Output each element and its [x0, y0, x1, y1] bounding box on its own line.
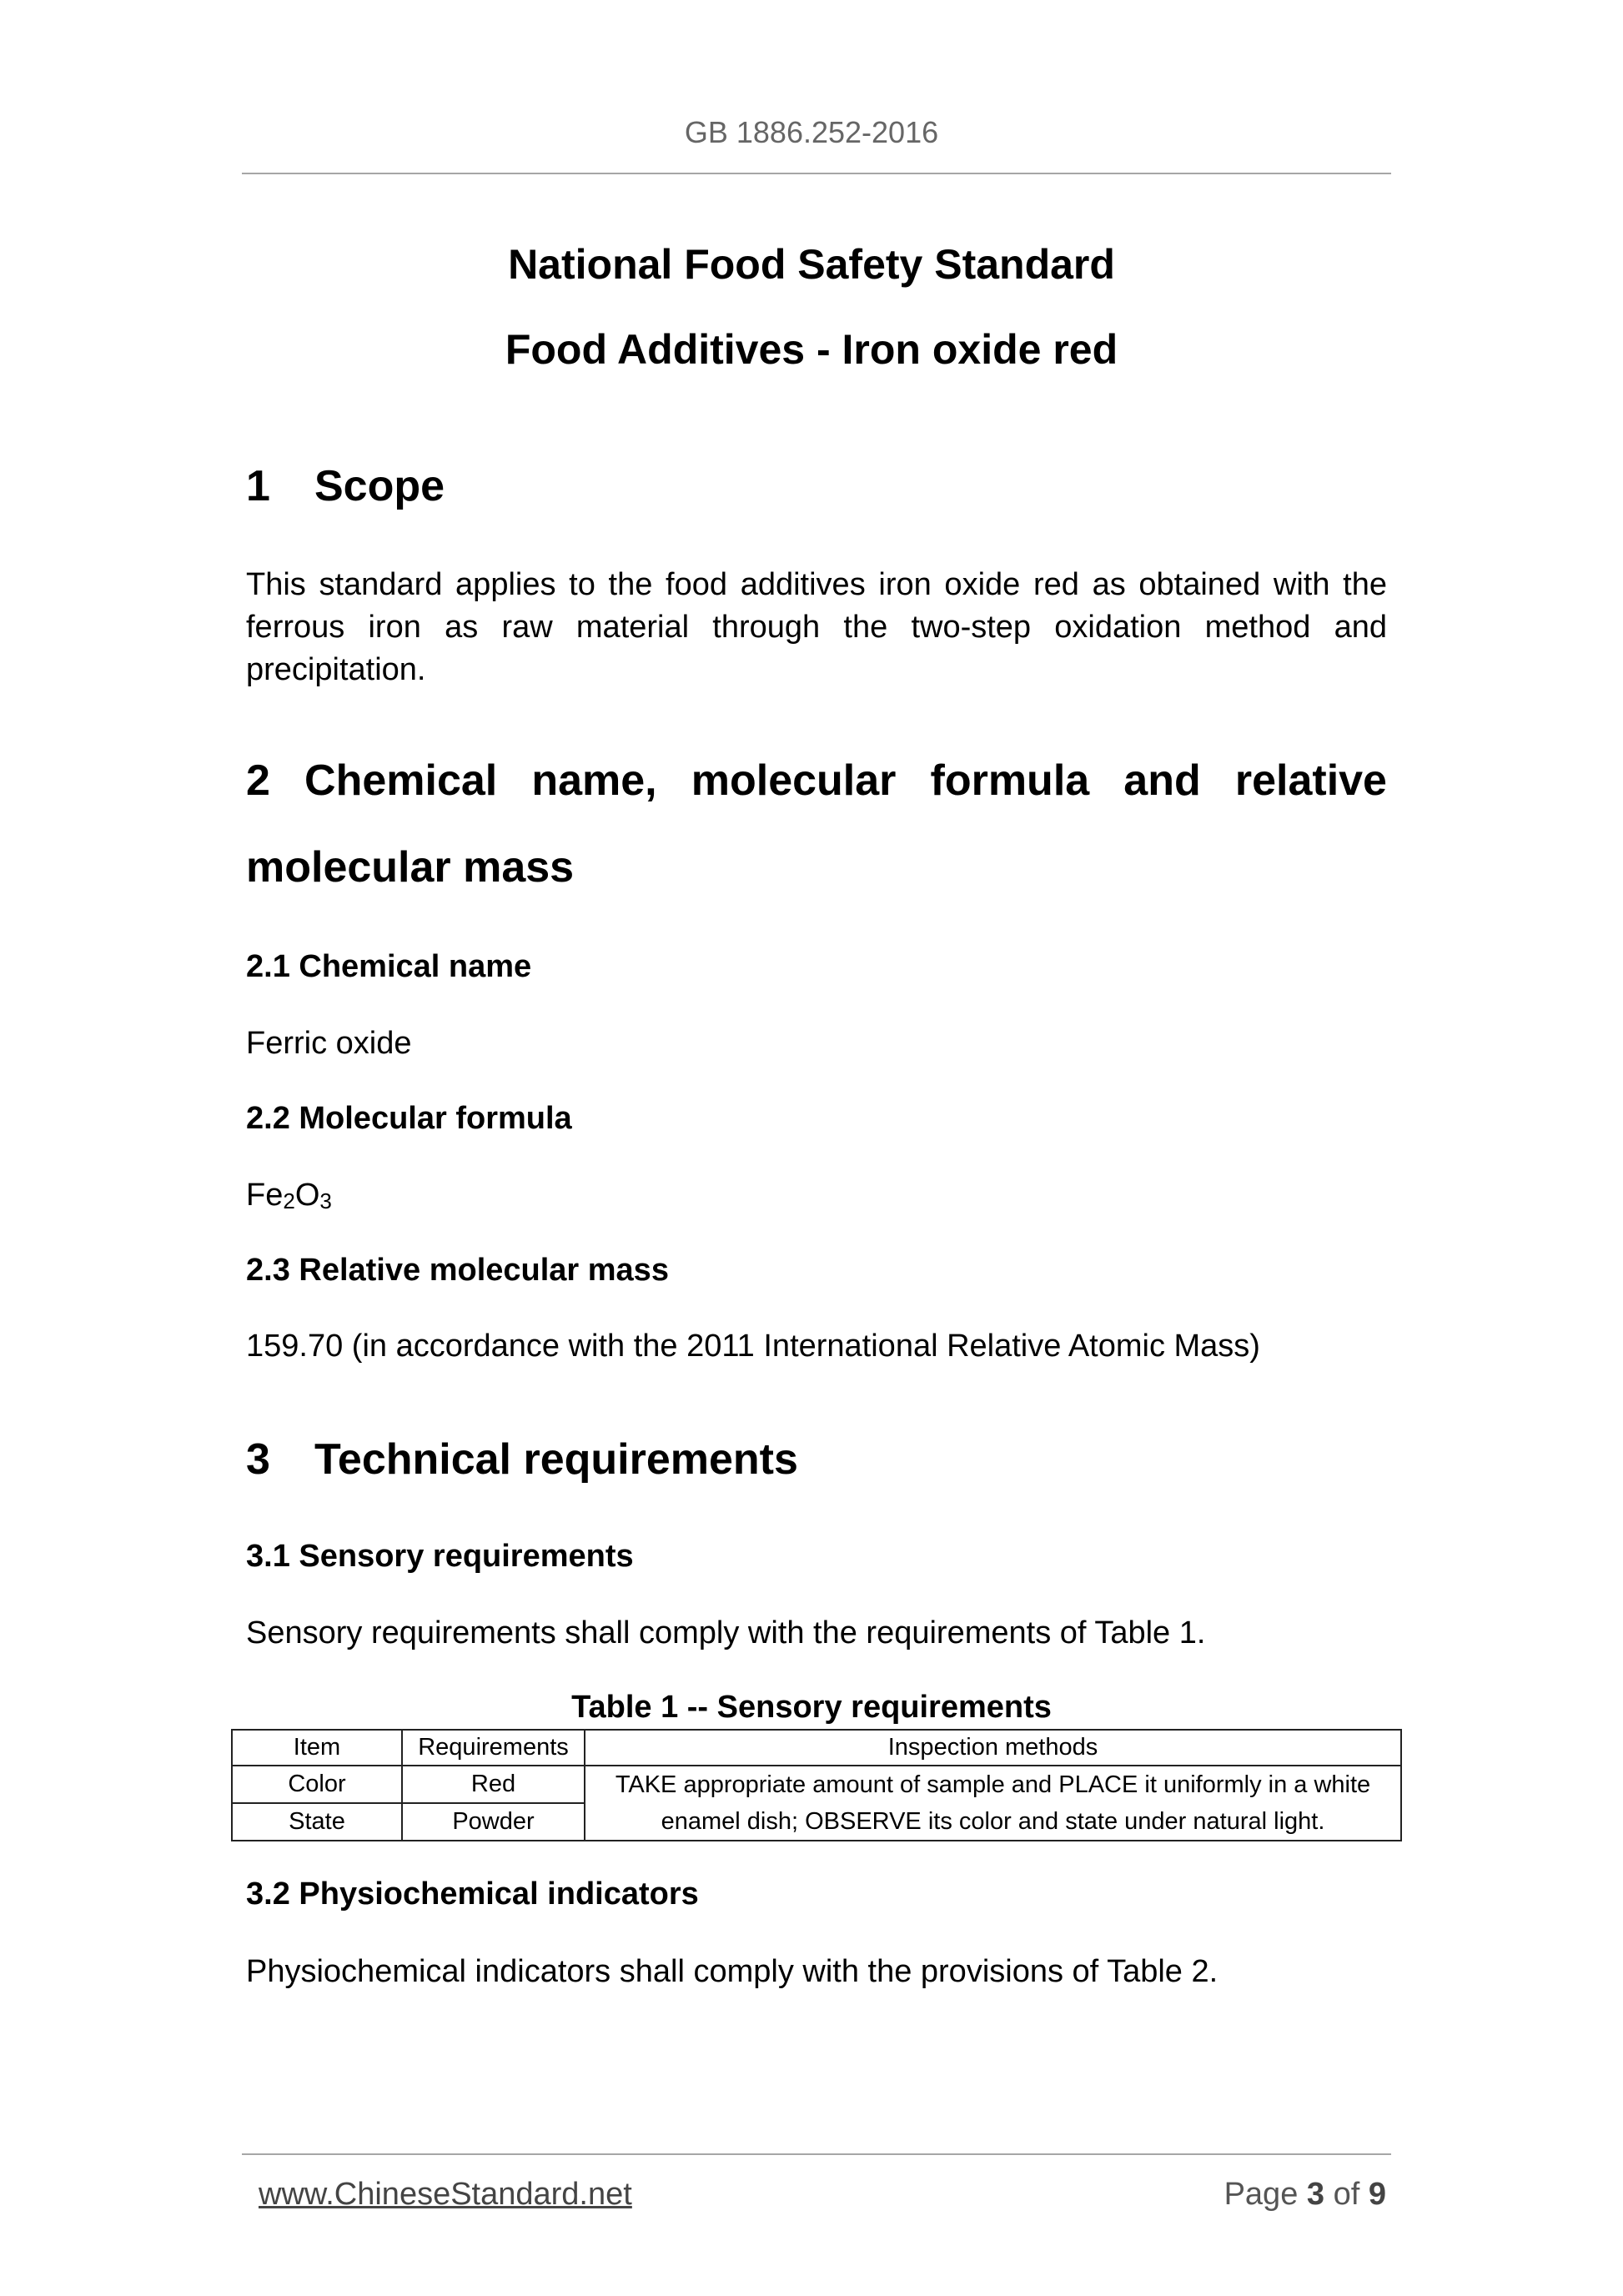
- table-header-row: [232, 1730, 1401, 1766]
- website-link[interactable]: www.ChineseStandard.net: [259, 2177, 632, 2212]
- subsection-3-1-heading: 3.1 Sensory requirements: [246, 1539, 634, 1574]
- section-number: 3: [246, 1435, 270, 1484]
- section-number: 1: [246, 462, 270, 510]
- section-title: Chemical name, molecular formula and relative: [304, 756, 1387, 805]
- subsection-3-2-heading: 3.2 Physiochemical indicators: [246, 1876, 699, 1912]
- section-title: Technical requirements: [314, 1435, 798, 1484]
- total-pages: 9: [1368, 2177, 1386, 2212]
- page-indicator: Page 3 of 9: [1224, 2177, 1386, 2212]
- inspection-method-cell: TAKE appropriate amount of sample and PLACE it uniformly in a white enamel dish; OBSERVE its color and state under natural light.: [585, 1766, 1401, 1841]
- scope-paragraph: This standard applies to the food additives iron oxide red as obtained with the ferrous iron as raw material through the two-step oxidation method and precipitation.: [246, 567, 1387, 687]
- page-subtitle: Food Additives - Iron oxide red: [505, 326, 1118, 373]
- table-1-caption: Table 1 -- Sensory requirements: [571, 1690, 1052, 1725]
- item-cell: State: [232, 1803, 402, 1841]
- item-cell: Color: [232, 1766, 402, 1803]
- column-header-requirements: Requirements: [402, 1730, 585, 1766]
- subsection-2-2-heading: 2.2 Molecular formula: [246, 1101, 572, 1136]
- section-2-heading-continued: molecular mass: [246, 843, 575, 892]
- header-divider: [242, 173, 1391, 174]
- section-title: Scope: [314, 462, 445, 510]
- chemical-name: Ferric oxide: [246, 1026, 412, 1061]
- document-code: GB 1886.252-2016: [684, 115, 939, 149]
- subsection-2-1-heading: 2.1 Chemical name: [246, 949, 532, 984]
- physiochemical-paragraph: Physiochemical indicators shall comply with the provisions of Table 2.: [246, 1954, 1219, 1989]
- section-number: 2: [246, 756, 270, 805]
- table-row: [232, 1766, 1401, 1803]
- column-header-item: Item: [232, 1730, 402, 1766]
- current-page: 3: [1306, 2177, 1325, 2212]
- section-3-heading: [246, 1434, 798, 1485]
- sensory-requirements-table: [231, 1729, 1402, 1841]
- subsection-2-3-heading: 2.3 Relative molecular mass: [246, 1253, 669, 1288]
- molecular-formula: $Fe_2O_3$: [246, 1178, 332, 1213]
- page-title: National Food Safety Standard: [508, 241, 1115, 288]
- requirement-cell: Powder: [402, 1803, 585, 1841]
- section-1-heading: [246, 461, 445, 511]
- requirement-cell: Red: [402, 1766, 585, 1803]
- sensory-paragraph: Sensory requirements shall comply with the requirements of Table 1.: [246, 1615, 1206, 1650]
- footer-divider: [242, 2153, 1391, 2155]
- relative-molecular-mass: 159.70 (in accordance with the 2011 International Relative Atomic Mass): [246, 1329, 1260, 1364]
- column-header-inspection-methods: Inspection methods: [585, 1730, 1401, 1766]
- section-2-heading: [246, 756, 1387, 806]
